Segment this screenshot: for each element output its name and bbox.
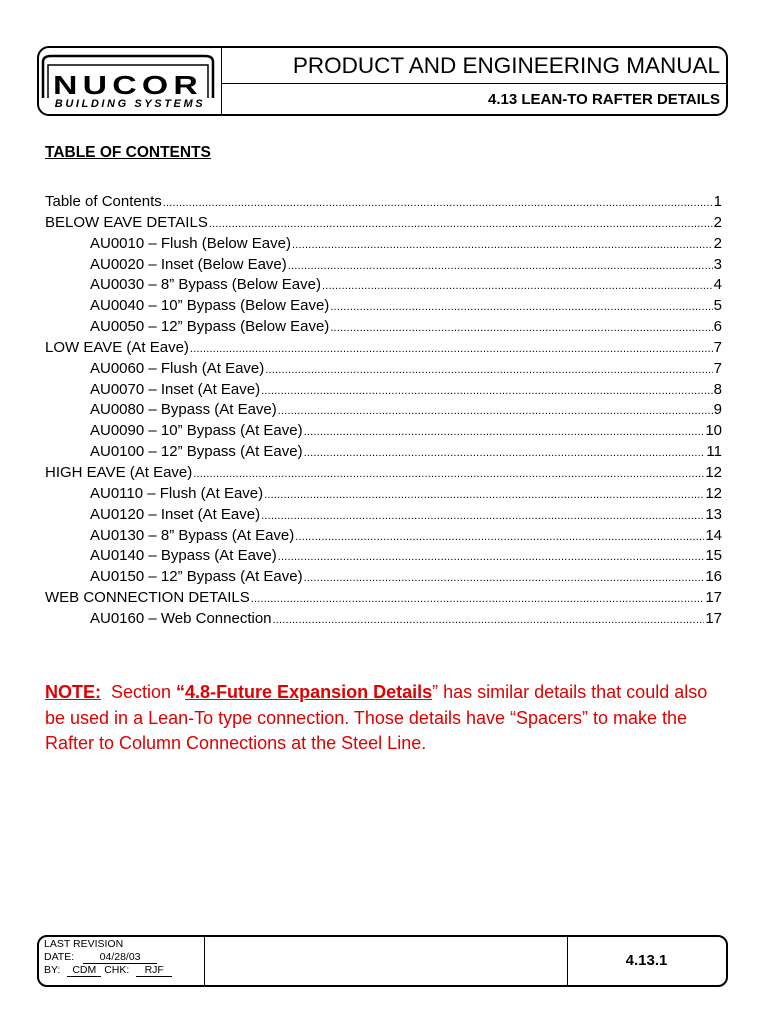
toc-entry-label: BELOW EAVE DETAILS (45, 213, 208, 231)
toc-dot-leader (251, 589, 705, 610)
note-ref-close-quote: ” (432, 682, 439, 702)
toc-entry-label: AU0110 – Flush (At Eave) (90, 484, 264, 502)
toc-dot-leader (288, 256, 713, 277)
toc-entry[interactable] (45, 421, 722, 442)
toc-heading: TABLE OF CONTENTS (45, 144, 211, 161)
toc-dot-leader (304, 422, 705, 443)
note-paragraph (45, 680, 725, 757)
toc-entry[interactable] (45, 213, 722, 234)
toc-entry-label: AU0130 – 8” Bypass (At Eave) (90, 526, 295, 544)
toc-entry-page: 1 (713, 193, 722, 210)
toc-dot-leader (278, 547, 705, 568)
date-label: DATE: (44, 950, 75, 963)
toc-entry-label: AU0040 – 10” Bypass (Below Eave) (90, 297, 330, 315)
toc-entry-page: 13 (705, 505, 722, 523)
toc-dot-leader (330, 318, 712, 339)
table-of-contents (45, 192, 722, 630)
toc-entry[interactable] (45, 296, 722, 317)
toc-entry-label: AU0080 – Bypass (At Eave) (90, 401, 277, 419)
toc-entry[interactable] (45, 588, 722, 609)
toc-dot-leader (330, 297, 712, 318)
toc-entry-label: AU0020 – Inset (Below Eave) (90, 255, 287, 273)
toc-entry[interactable] (45, 567, 722, 588)
by-value: CDM (67, 965, 101, 977)
toc-entry[interactable] (45, 609, 722, 630)
toc-entry[interactable] (45, 546, 722, 567)
toc-entry-page: 6 (713, 318, 722, 336)
toc-dot-leader (163, 193, 713, 214)
toc-entry[interactable] (45, 192, 722, 213)
toc-entry[interactable] (45, 275, 722, 296)
toc-entry[interactable] (45, 484, 722, 505)
note-ref-open-quote: “ (176, 682, 186, 702)
toc-dot-leader (278, 401, 713, 422)
toc-entry-page: 7 (713, 359, 722, 377)
toc-entry[interactable] (45, 234, 722, 255)
toc-entry-label: AU0050 – 12” Bypass (Below Eave) (90, 318, 330, 336)
toc-entry-label: AU0120 – Inset (At Eave) (90, 505, 261, 523)
toc-dot-leader (261, 381, 713, 402)
toc-entry[interactable] (45, 338, 722, 359)
page-number: 4.13.1 (625, 952, 668, 969)
toc-entry-label: AU0030 – 8” Bypass (Below Eave) (90, 276, 321, 294)
toc-dot-leader (295, 527, 704, 548)
toc-entry-page: 2 (713, 213, 722, 231)
toc-entry-page: 12 (705, 463, 722, 481)
toc-entry-label: AU0150 – 12” Bypass (At Eave) (90, 568, 303, 586)
page-header (37, 46, 728, 116)
toc-entry-page: 7 (713, 338, 722, 356)
toc-entry-page: 2 (713, 234, 722, 252)
toc-dot-leader (209, 214, 713, 235)
toc-entry[interactable] (45, 359, 722, 380)
toc-entry-page: 4 (713, 276, 722, 294)
toc-entry[interactable] (45, 380, 722, 401)
toc-entry[interactable] (45, 442, 722, 463)
chk-label: CHK: (104, 963, 130, 976)
note-ref-title: 4.8-Future Expansion Details (185, 682, 433, 702)
toc-entry-page: 11 (706, 443, 722, 461)
toc-entry-label: AU0140 – Bypass (At Eave) (90, 547, 277, 565)
toc-entry-page: 17 (705, 609, 722, 627)
toc-entry[interactable] (45, 505, 722, 526)
toc-dot-leader (322, 276, 713, 297)
toc-entry-page: 15 (705, 547, 722, 565)
toc-entry-label: AU0010 – Flush (Below Eave) (90, 234, 291, 252)
toc-entry[interactable] (45, 463, 722, 484)
logo-wordmark: NUCOR (53, 70, 203, 100)
note-text-after: has similar details that could also be used in a Lean-To type connection. Those details have “Spacers” to make the Rafter to Column Connections at the Steel Line. (45, 682, 708, 753)
toc-dot-leader (304, 568, 705, 589)
page-footer (37, 935, 728, 987)
chk-value: RJF (136, 965, 172, 977)
toc-entry-label: HIGH EAVE (At Eave) (45, 463, 193, 481)
date-value: 04/28/03 (83, 952, 157, 964)
section-title: 4.13 LEAN-TO RAFTER DETAILS (488, 91, 720, 108)
revision-date-line (44, 951, 204, 964)
toc-entry-label: LOW EAVE (At Eave) (45, 338, 189, 356)
toc-dot-leader (292, 235, 713, 256)
toc-entry-page: 17 (705, 589, 722, 607)
toc-dot-leader (273, 610, 705, 631)
toc-entry-page: 8 (713, 380, 722, 398)
toc-entry-label: AU0060 – Flush (At Eave) (90, 359, 265, 377)
nucor-logo-mark (39, 48, 221, 100)
toc-dot-leader (265, 360, 712, 381)
toc-entry-page: 9 (713, 401, 722, 419)
manual-title: PRODUCT AND ENGINEERING MANUAL (221, 48, 726, 84)
toc-entry-page: 5 (713, 297, 722, 315)
toc-entry-label: Table of Contents (45, 193, 162, 210)
toc-entry-label: AU0100 – 12” Bypass (At Eave) (90, 443, 303, 461)
logo-tagline: BUILDING SYSTEMS (54, 98, 206, 110)
toc-dot-leader (261, 506, 704, 527)
toc-dot-leader (304, 443, 706, 464)
note-label: NOTE: (45, 682, 101, 702)
toc-entry-label: WEB CONNECTION DETAILS (45, 589, 250, 607)
company-logo (39, 48, 222, 114)
toc-dot-leader (190, 339, 713, 360)
revision-block (39, 937, 205, 985)
toc-entry-label: AU0090 – 10” Bypass (At Eave) (90, 422, 303, 440)
toc-entry-page: 14 (705, 526, 722, 544)
toc-entry-page: 16 (705, 568, 722, 586)
toc-entry-page: 3 (713, 255, 722, 273)
toc-entry[interactable] (45, 526, 722, 547)
toc-entry[interactable] (45, 400, 722, 421)
toc-dot-leader (264, 485, 704, 506)
toc-entry-page: 10 (705, 422, 722, 440)
toc-entry-page: 12 (705, 484, 722, 502)
toc-entry[interactable] (45, 317, 722, 338)
last-revision-label: LAST REVISION (44, 938, 124, 950)
footer-blank-cell (205, 937, 568, 985)
toc-entry[interactable] (45, 255, 722, 276)
by-label: BY: (44, 963, 61, 976)
revision-by-line (44, 964, 204, 977)
toc-entry-label: AU0160 – Web Connection (90, 609, 272, 627)
note-section-reference[interactable] (176, 682, 432, 702)
note-text-before: Section (101, 682, 177, 702)
toc-entry-label: AU0070 – Inset (At Eave) (90, 380, 261, 398)
toc-dot-leader (193, 464, 704, 485)
